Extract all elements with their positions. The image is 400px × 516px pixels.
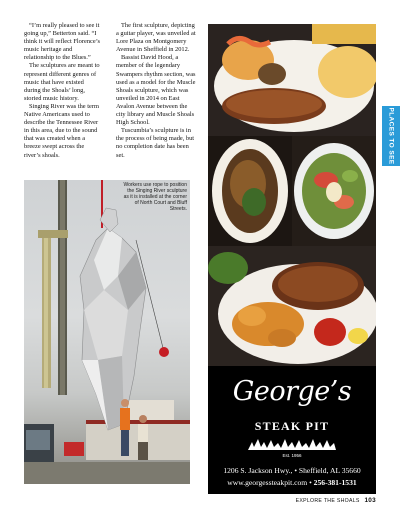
section-tab-label: PLACES TO SEE <box>387 107 395 165</box>
article-paragraph: Singing River was the term Native Americans used to describe the Tennessee River in this area, due to the sound that was created when a breeze swept across the river’s shoals. <box>24 102 99 159</box>
article-paragraph: The sculptures are meant to represent different genres of music that have existed during the Shoals’ long, storied music history. <box>24 62 100 102</box>
restaurant-address: 1206 S. Jackson Hwy., • Sheffield, AL 35660 <box>223 466 361 475</box>
article-column-2 <box>116 22 198 160</box>
section-tab[interactable] <box>382 106 400 166</box>
ad-brand-panel <box>208 366 376 494</box>
article-paragraph: Bassist David Hood, a member of the legendary Swampers rhythm section, was used as a model for the Muscle Shoals sculpture, which was unveiled in 2014 on East Avalon Avenue between the city library and Muscle Shoals High School. <box>116 54 196 127</box>
page-footer <box>296 497 376 504</box>
restaurant-contact <box>208 478 376 487</box>
photo-caption: Workers use rope to position the Singing River sculpture as it is installed at the corner of North Court and Bluff Streets. <box>123 182 187 212</box>
footer-section-name: EXPLORE THE SHOALS <box>295 498 360 504</box>
article-paragraph: “I’m really pleased to see it going up,” Betterton said. “I think it will reflect Florence’s music heritage and relationship to the Blues.” <box>24 22 100 62</box>
article-paragraph: The first sculpture, depicting a guitar player, was unveiled at Lore Plaza on Montgomery Avenue in Sheffield in 2012. <box>116 22 196 54</box>
restaurant-ad[interactable] <box>208 24 376 494</box>
sculpture-photo <box>24 180 190 484</box>
article-column-1 <box>24 22 102 160</box>
page-number: 103 <box>364 497 376 504</box>
article-paragraph: Tuscumbia’s sculpture is in the process of being made, but no completion date has been set. <box>116 127 195 159</box>
restaurant-website[interactable]: www.georgessteakpit.com • <box>227 478 312 487</box>
restaurant-logo-subtitle: STEAK PIT <box>254 419 330 433</box>
restaurant-phone[interactable]: 256-381-1531 <box>313 478 357 487</box>
ad-food-photos <box>208 24 376 366</box>
established-year: Est. 1956 <box>282 453 302 458</box>
flames-icon <box>248 438 336 450</box>
sculpture-photo-illustration <box>24 180 190 484</box>
restaurant-logo-name: George’s <box>232 376 352 407</box>
